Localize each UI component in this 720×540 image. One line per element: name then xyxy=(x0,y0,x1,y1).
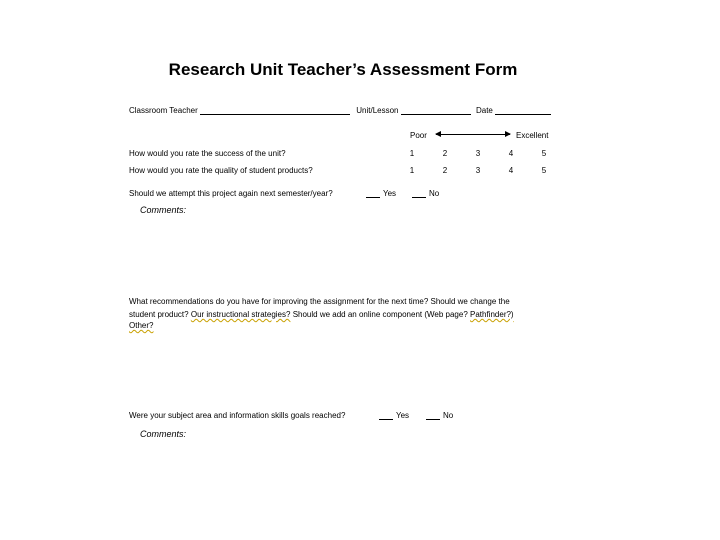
comments-label: Comments: xyxy=(140,429,187,439)
yes-label: Yes xyxy=(383,189,397,198)
rating-option[interactable]: 3 xyxy=(475,166,481,175)
teacher-label: Classroom Teacher xyxy=(129,106,198,115)
question-product-quality: How would you rate the quality of student products? xyxy=(129,166,313,175)
no-blank[interactable] xyxy=(412,189,426,198)
date-label: Date xyxy=(475,106,493,115)
rating-option[interactable]: 5 xyxy=(541,149,547,158)
form-title: Research Unit Teacher’s Assessment Form xyxy=(168,60,518,79)
recommendations-other: Other? xyxy=(129,321,154,330)
rating-option[interactable]: 3 xyxy=(475,149,481,158)
no-option[interactable] xyxy=(412,189,439,198)
double-arrow-icon xyxy=(436,134,510,135)
rating-option[interactable]: 2 xyxy=(442,149,448,158)
yes-option[interactable] xyxy=(366,189,396,198)
recommendations-product: student product? xyxy=(129,310,189,319)
no-blank[interactable] xyxy=(426,411,440,420)
teacher-field[interactable] xyxy=(200,105,350,115)
comments-label: Comments: xyxy=(140,205,187,215)
scale-low-label: Poor xyxy=(410,131,427,140)
yes-blank[interactable] xyxy=(366,189,380,198)
rating-option[interactable]: 4 xyxy=(508,149,514,158)
header-row xyxy=(129,105,551,115)
date-field[interactable] xyxy=(495,105,551,115)
yes-label: Yes xyxy=(396,411,410,420)
rating-option[interactable]: 5 xyxy=(541,166,547,175)
question-goals-reached: Were your subject area and information skills goals reached? xyxy=(129,411,346,420)
recommendations-line-1: What recommendations do you have for improving the assignment for the next time? Should we change the xyxy=(129,297,510,306)
unit-label: Unit/Lesson xyxy=(356,106,399,115)
recommendations-pathfinder: Pathfinder?) xyxy=(470,310,514,319)
scale-high-label: Excellent xyxy=(516,131,549,140)
recommendations-strategies: Our instructional strategies? xyxy=(190,310,291,319)
question-unit-success: How would you rate the success of the unit? xyxy=(129,149,286,158)
rating-option[interactable]: 1 xyxy=(409,149,415,158)
no-label: No xyxy=(429,189,440,198)
no-option[interactable] xyxy=(426,411,453,420)
no-label: No xyxy=(443,411,454,420)
recommendations-online: Should we add an online component (Web page? xyxy=(292,310,468,319)
yes-blank[interactable] xyxy=(379,411,393,420)
rating-option[interactable]: 4 xyxy=(508,166,514,175)
rating-option[interactable]: 1 xyxy=(409,166,415,175)
unit-field[interactable] xyxy=(401,105,471,115)
yes-option[interactable] xyxy=(379,411,409,420)
recommendations-line-2 xyxy=(129,310,514,319)
question-attempt-again: Should we attempt this project again next semester/year? xyxy=(129,189,333,198)
rating-option[interactable]: 2 xyxy=(442,166,448,175)
